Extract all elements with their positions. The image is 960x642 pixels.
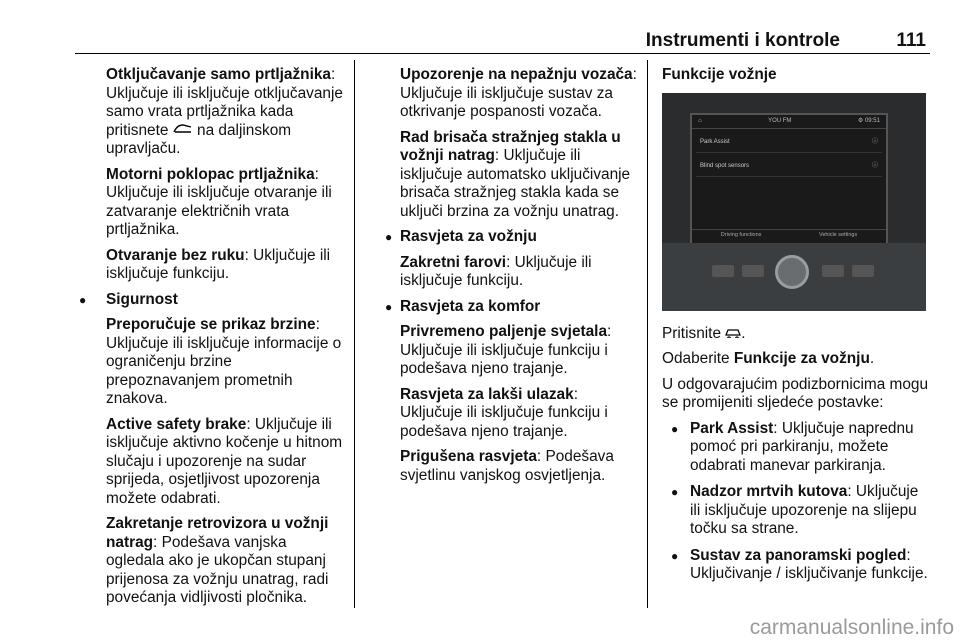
car-settings-icon xyxy=(725,325,741,344)
list-item: Otključavanje samo prtljažnika: Uključuje ili isključuje otključavanje samo vrata prtljažnika kada pritisnete na daljinskom upravljaču. xyxy=(106,66,343,157)
column-1 xyxy=(72,66,347,615)
console-button xyxy=(712,265,734,277)
column-divider xyxy=(647,60,648,608)
info-icon: ⓘ xyxy=(871,162,878,169)
bullet-heading: ● Rasvjeta za vožnju xyxy=(378,228,640,247)
list-item: Zakretanje retrovizora u vožnji natrag: Podešava vanjska ogledala ako je ukopčan stupanj prijenosa za vožnju unatrag, radi povećanja vidljivosti pločnika. xyxy=(106,515,329,606)
column-divider xyxy=(354,60,355,608)
section-heading: Funkcije vožnje xyxy=(662,66,777,83)
list-item: Rad brisača stražnjeg stakla u vožnji natrag: Uključuje ili isključuje automatsko uključivanje brisača stražnjeg stakla kada se uključi brzina za vožnju unatrag. xyxy=(400,128,631,220)
info-icon: ⓘ xyxy=(871,138,878,145)
list-item: Zakretni farovi: Uključuje ili isključuje funkciju. xyxy=(400,253,592,289)
console-button xyxy=(822,265,844,277)
section-title: Instrumenti i kontrole xyxy=(645,30,840,51)
control-console xyxy=(662,243,926,311)
list-item: Otvaranje bez ruku: Uključuje ili isključuje funkciju. xyxy=(106,246,331,282)
instruction-select: Odaberite Funkcije za vožnju. xyxy=(662,350,875,367)
intro-text: U odgovarajućim podizbornicima mogu se promijeniti sljedeće postavke: xyxy=(662,375,929,411)
list-item: Preporučuje se prikaz brzine: Uključuje ili isključuje informacije o ograničenju brzine prepoznavanjem prometnih znakova. xyxy=(106,316,342,407)
list-item: Rasvjeta za lakši ulazak: Uključuje ili isključuje funkciju i podešava njeno trajanje. xyxy=(400,385,608,440)
page-header xyxy=(75,30,930,54)
column-3 xyxy=(662,66,932,592)
list-item: ● Park Assist: Uključuje naprednu pomoć pri parkiranju, možete odabrati manevar parkiranja. xyxy=(662,420,932,476)
column-2 xyxy=(378,66,640,492)
instruction-press: Pritisnite . xyxy=(662,324,746,342)
screen-row: Park Assist ⓘ xyxy=(696,133,882,153)
bullet-heading: ● Rasvjeta za komfor xyxy=(378,298,640,317)
watermark: carmanualsonline.info xyxy=(749,616,954,639)
infotainment-photo xyxy=(662,93,926,311)
console-button xyxy=(742,265,764,277)
list-item: ● Nadzor mrtvih kutova: Uključuje ili isključuje upozorenje na slijepu točku sa strane. xyxy=(662,483,932,539)
car-trunk-icon xyxy=(173,122,193,141)
display-screen: ⌂ YOU FM ⚙ 09:51 Park Assist ⓘ Blind spot sensors ⓘ Driving functions Vehicle settings xyxy=(690,113,888,245)
page-number: 111 xyxy=(896,30,926,51)
list-item: Prigušena rasvjeta: Podešava svjetlinu vanjskog osvjetljenja. xyxy=(400,448,614,484)
list-item: Upozorenje na nepažnju vozača: Uključuje ili isključuje sustav za otkrivanje pospanosti vozača. xyxy=(400,66,637,120)
console-button xyxy=(852,265,874,277)
volume-knob xyxy=(775,255,809,289)
home-icon: ⌂ xyxy=(698,117,702,124)
list-item: Active safety brake: Uključuje ili isključuje aktivno kočenje u hitnom slučaju i upozorenje na sudar sprijeda, osjetljivost upozorenja možete odabrati. xyxy=(106,415,343,507)
gear-icon: ⚙ xyxy=(857,117,864,124)
list-item: ● Sustav za panoramski pogled: Uključivanje / isključivanje funkcije. xyxy=(662,547,932,584)
screen-row: Blind spot sensors ⓘ xyxy=(696,157,882,177)
list-item: Privremeno paljenje svjetala: Uključuje ili isključuje funkciju i podešava njeno trajanje. xyxy=(400,323,612,377)
bullet-heading: ● Sigurnost xyxy=(72,291,347,310)
list-item: Motorni poklopac prtljažnika: Uključuje ili isključuje otvaranje ili zatvaranje električnih vrata prtljažnika. xyxy=(106,165,332,238)
